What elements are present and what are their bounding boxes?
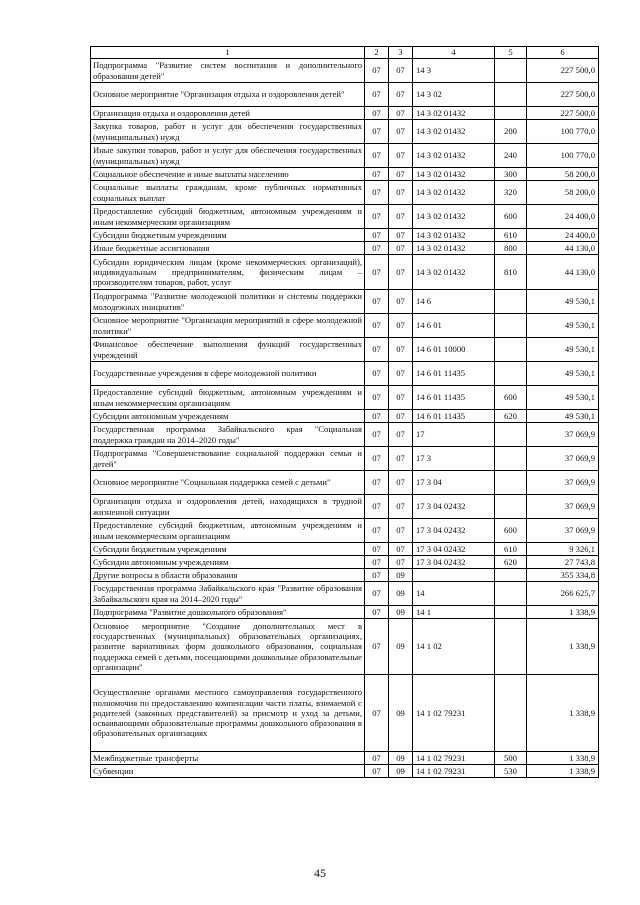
- row-amount: 44 130,0: [527, 255, 599, 290]
- row-amount: 24 400,0: [527, 229, 599, 242]
- row-subsection: 09: [389, 675, 413, 752]
- table-row: [91, 205, 599, 229]
- row-name: Социальное обеспечение и иные выплаты населению: [91, 168, 365, 181]
- row-amount: 24 400,0: [527, 205, 599, 229]
- row-subsection: 07: [389, 144, 413, 168]
- row-expense-type: [495, 606, 527, 619]
- row-target-code: 14 3 02 01432: [413, 229, 495, 242]
- row-section: 07: [365, 83, 389, 107]
- row-name: Закупка товаров, работ и услуг для обеспечения государственных (муниципальных) нужд: [91, 120, 365, 144]
- row-expense-type: 600: [495, 386, 527, 410]
- table-row: [91, 471, 599, 495]
- row-section: 07: [365, 569, 389, 582]
- header-col-5: 5: [495, 47, 527, 59]
- row-target-code: 14 6 01 11435: [413, 410, 495, 423]
- row-section: 07: [365, 619, 389, 675]
- row-subsection: 07: [389, 181, 413, 205]
- row-expense-type: [495, 290, 527, 314]
- row-expense-type: [495, 582, 527, 606]
- row-name: Субсидии юридическим лицам (кроме некоммерческих организаций), индивидуальным предпринимателям, физическим лицам – производителям товаров, работ, услуг: [91, 255, 365, 290]
- row-amount: 37 069,9: [527, 519, 599, 543]
- row-name: Другие вопросы в области образования: [91, 569, 365, 582]
- row-name: Подпрограмма "Совершенствование социальной поддержки семьи и детей": [91, 447, 365, 471]
- row-expense-type: 810: [495, 255, 527, 290]
- row-name: Основное мероприятие "Социальная поддержка семей с детьми": [91, 471, 365, 495]
- row-target-code: 14 3 02 01432: [413, 120, 495, 144]
- row-name: Организация отдыха и оздоровления детей: [91, 107, 365, 120]
- row-expense-type: [495, 423, 527, 447]
- row-amount: 227 500,0: [527, 59, 599, 83]
- row-amount: 44 130,0: [527, 242, 599, 255]
- row-section: 07: [365, 765, 389, 778]
- row-subsection: 09: [389, 752, 413, 765]
- row-target-code: 14 3 02 01432: [413, 144, 495, 168]
- row-expense-type: 610: [495, 229, 527, 242]
- table-row: [91, 338, 599, 362]
- row-name: Предоставление субсидий бюджетным, автономным учреждениям и иным некоммерческим организациям: [91, 205, 365, 229]
- row-name: Осуществление органами местного самоуправления государственного полномочия по предоставлению компенсации части платы, взимаемой с родителей (законных представителей) за присмотр и уход за детьми, осваивающими образовательные программы дошкольного образования в образовательных организациях: [91, 675, 365, 752]
- row-expense-type: 620: [495, 410, 527, 423]
- row-section: 07: [365, 752, 389, 765]
- row-subsection: 07: [389, 423, 413, 447]
- row-name: Финансовое обеспечение выполнения функций государственных учреждений: [91, 338, 365, 362]
- row-expense-type: 600: [495, 205, 527, 229]
- row-amount: 49 530,1: [527, 290, 599, 314]
- row-target-code: 17: [413, 423, 495, 447]
- row-section: 07: [365, 242, 389, 255]
- row-subsection: 09: [389, 765, 413, 778]
- row-expense-type: [495, 338, 527, 362]
- row-name: Субсидии бюджетным учреждениям: [91, 229, 365, 242]
- row-target-code: 14 3 02 01432: [413, 181, 495, 205]
- row-expense-type: [495, 447, 527, 471]
- row-subsection: 07: [389, 338, 413, 362]
- row-expense-type: [495, 569, 527, 582]
- table-row: [91, 107, 599, 120]
- row-amount: 27 743,8: [527, 556, 599, 569]
- row-target-code: 14 6: [413, 290, 495, 314]
- row-section: 07: [365, 205, 389, 229]
- row-name: Субсидии автономным учреждениям: [91, 556, 365, 569]
- row-target-code: 14 6 01 11435: [413, 386, 495, 410]
- row-section: 07: [365, 410, 389, 423]
- row-target-code: 14 3 02 01432: [413, 168, 495, 181]
- row-target-code: 17 3 04 02432: [413, 519, 495, 543]
- table-row: [91, 447, 599, 471]
- table-row: [91, 519, 599, 543]
- row-subsection: 07: [389, 471, 413, 495]
- row-target-code: 17 3 04 02432: [413, 556, 495, 569]
- row-subsection: 07: [389, 519, 413, 543]
- row-expense-type: [495, 675, 527, 752]
- row-subsection: 07: [389, 410, 413, 423]
- row-name: Государственная программа Забайкальского края "Развитие образования Забайкальского края на 2014–2020 годы": [91, 582, 365, 606]
- table-row: [91, 619, 599, 675]
- row-subsection: 07: [389, 120, 413, 144]
- table-row: [91, 242, 599, 255]
- row-name: Подпрограмма "Развитие молодежной политики и системы поддержки молодежных инициатив": [91, 290, 365, 314]
- row-section: 07: [365, 290, 389, 314]
- row-name: Подпрограмма "Развитие систем воспитания и дополнительного образования детей": [91, 59, 365, 83]
- row-expense-type: 800: [495, 242, 527, 255]
- row-name: Основное мероприятие "Организация мероприятий в сфере молодежной политики": [91, 314, 365, 338]
- table-row: [91, 255, 599, 290]
- row-amount: 227 500,0: [527, 83, 599, 107]
- table-row: [91, 386, 599, 410]
- row-amount: 37 069,9: [527, 447, 599, 471]
- row-amount: 266 625,7: [527, 582, 599, 606]
- row-name: Межбюджетные трансферты: [91, 752, 365, 765]
- row-subsection: 07: [389, 556, 413, 569]
- row-subsection: 07: [389, 495, 413, 519]
- table-row: [91, 410, 599, 423]
- row-name: Предоставление субсидий бюджетным, автономным учреждениям и иным некоммерческим организациям: [91, 519, 365, 543]
- row-amount: 100 770,0: [527, 144, 599, 168]
- row-expense-type: 300: [495, 168, 527, 181]
- row-target-code: 17 3 04: [413, 471, 495, 495]
- row-target-code: [413, 569, 495, 582]
- row-subsection: 09: [389, 606, 413, 619]
- row-subsection: 07: [389, 205, 413, 229]
- table-row: [91, 168, 599, 181]
- row-expense-type: 530: [495, 765, 527, 778]
- row-name: Субвенции: [91, 765, 365, 778]
- row-target-code: 14 1 02 79231: [413, 765, 495, 778]
- row-name: Государственная программа Забайкальского края "Социальная поддержка граждан на 2014–2020 годы": [91, 423, 365, 447]
- row-section: 07: [365, 675, 389, 752]
- row-expense-type: [495, 83, 527, 107]
- row-section: 07: [365, 362, 389, 386]
- row-target-code: 14 6 01 10000: [413, 338, 495, 362]
- table-row: [91, 582, 599, 606]
- row-amount: 100 770,0: [527, 120, 599, 144]
- table-row: [91, 144, 599, 168]
- row-subsection: 07: [389, 314, 413, 338]
- row-subsection: 07: [389, 255, 413, 290]
- row-amount: 37 069,9: [527, 471, 599, 495]
- row-section: 07: [365, 168, 389, 181]
- row-target-code: 14 3 02 01432: [413, 205, 495, 229]
- row-target-code: 14 3: [413, 59, 495, 83]
- row-subsection: 07: [389, 59, 413, 83]
- budget-table: [90, 46, 599, 778]
- row-name: Предоставление субсидий бюджетным, автономным учреждениям и иным некоммерческим организациям: [91, 386, 365, 410]
- row-amount: 49 530,1: [527, 386, 599, 410]
- row-expense-type: 620: [495, 556, 527, 569]
- row-subsection: 07: [389, 447, 413, 471]
- table-row: [91, 423, 599, 447]
- header-col-6: 6: [527, 47, 599, 59]
- row-expense-type: [495, 362, 527, 386]
- row-name: Основное мероприятие "Организация отдыха и оздоровления детей": [91, 83, 365, 107]
- row-amount: 227 500,0: [527, 107, 599, 120]
- row-target-code: 14 3 02 01432: [413, 242, 495, 255]
- row-amount: 37 069,9: [527, 423, 599, 447]
- row-name: Организация отдыха и оздоровления детей, находящихся в трудной жизненной ситуации: [91, 495, 365, 519]
- row-section: 07: [365, 495, 389, 519]
- row-name: Иные бюджетные ассигнования: [91, 242, 365, 255]
- row-expense-type: 240: [495, 144, 527, 168]
- row-target-code: 17 3 04 02432: [413, 543, 495, 556]
- table-row: [91, 290, 599, 314]
- header-col-4: 4: [413, 47, 495, 59]
- header-col-2: 2: [365, 47, 389, 59]
- row-name: Социальные выплаты гражданам, кроме публичных нормативных социальных выплат: [91, 181, 365, 205]
- row-section: 07: [365, 107, 389, 120]
- row-name: Иные закупки товаров, работ и услуг для обеспечения государственных (муниципальных) нужд: [91, 144, 365, 168]
- row-subsection: 07: [389, 386, 413, 410]
- row-section: 07: [365, 606, 389, 619]
- row-section: 07: [365, 120, 389, 144]
- row-subsection: 07: [389, 543, 413, 556]
- row-section: 07: [365, 229, 389, 242]
- row-subsection: 07: [389, 242, 413, 255]
- row-target-code: 14 3 02 01432: [413, 255, 495, 290]
- row-subsection: 07: [389, 168, 413, 181]
- row-name: Основное мероприятие "Создание дополнительных мест в государственных (муниципальных) образовательных организациях, развитие вариативных форм дошкольного образования, социальная поддержка семей с детьми, посещающими дошкольные образовательные организации": [91, 619, 365, 675]
- table-row: [91, 59, 599, 83]
- row-amount: 49 530,1: [527, 338, 599, 362]
- row-section: 07: [365, 144, 389, 168]
- row-target-code: 14 3 02 01432: [413, 107, 495, 120]
- row-target-code: 14 1 02 79231: [413, 752, 495, 765]
- table-row: [91, 752, 599, 765]
- row-subsection: 09: [389, 569, 413, 582]
- table-body: [91, 47, 599, 778]
- row-expense-type: 200: [495, 120, 527, 144]
- row-subsection: 09: [389, 582, 413, 606]
- row-target-code: 17 3 04 02432: [413, 495, 495, 519]
- header-col-3: 3: [389, 47, 413, 59]
- row-target-code: 14 1: [413, 606, 495, 619]
- row-section: 07: [365, 543, 389, 556]
- row-section: 07: [365, 338, 389, 362]
- row-section: 07: [365, 423, 389, 447]
- row-amount: 9 326,1: [527, 543, 599, 556]
- table-row: [91, 606, 599, 619]
- row-amount: 49 530,1: [527, 314, 599, 338]
- row-target-code: 14 1 02 79231: [413, 675, 495, 752]
- table-row: [91, 543, 599, 556]
- row-amount: 58 200,0: [527, 168, 599, 181]
- row-expense-type: 600: [495, 519, 527, 543]
- row-expense-type: 500: [495, 752, 527, 765]
- row-amount: 355 334,8: [527, 569, 599, 582]
- row-amount: 49 530,1: [527, 410, 599, 423]
- row-target-code: 14 6 01 11435: [413, 362, 495, 386]
- row-amount: 37 069,9: [527, 495, 599, 519]
- row-amount: 58 200,0: [527, 181, 599, 205]
- row-expense-type: [495, 495, 527, 519]
- row-expense-type: [495, 619, 527, 675]
- row-expense-type: [495, 59, 527, 83]
- row-subsection: 07: [389, 229, 413, 242]
- table-row: [91, 181, 599, 205]
- row-amount: 1 338,9: [527, 675, 599, 752]
- row-name: Подпрограмма "Развитие дошкольного образования": [91, 606, 365, 619]
- table-row: [91, 569, 599, 582]
- row-section: 07: [365, 471, 389, 495]
- table-row: [91, 314, 599, 338]
- row-section: 07: [365, 314, 389, 338]
- row-target-code: 14 3 02: [413, 83, 495, 107]
- row-expense-type: [495, 314, 527, 338]
- row-section: 07: [365, 582, 389, 606]
- row-section: 07: [365, 181, 389, 205]
- row-subsection: 07: [389, 83, 413, 107]
- row-target-code: 14: [413, 582, 495, 606]
- row-amount: 1 338,9: [527, 606, 599, 619]
- row-section: 07: [365, 556, 389, 569]
- row-subsection: 07: [389, 107, 413, 120]
- table-row: [91, 495, 599, 519]
- row-name: Субсидии бюджетным учреждениям: [91, 543, 365, 556]
- row-expense-type: [495, 471, 527, 495]
- row-subsection: 09: [389, 619, 413, 675]
- table-row: [91, 83, 599, 107]
- row-section: 07: [365, 519, 389, 543]
- header-col-1: 1: [91, 47, 365, 59]
- row-amount: 1 338,9: [527, 765, 599, 778]
- row-subsection: 07: [389, 362, 413, 386]
- row-section: 07: [365, 386, 389, 410]
- row-name: Субсидии автономным учреждениям: [91, 410, 365, 423]
- row-section: 07: [365, 447, 389, 471]
- table-row: [91, 765, 599, 778]
- table-row: [91, 556, 599, 569]
- row-target-code: 14 1 02: [413, 619, 495, 675]
- table-row: [91, 362, 599, 386]
- row-name: Государственные учреждения в сфере молодежной политики: [91, 362, 365, 386]
- row-section: 07: [365, 59, 389, 83]
- row-amount: 1 338,9: [527, 752, 599, 765]
- page-number: 45: [314, 866, 326, 880]
- row-section: 07: [365, 255, 389, 290]
- row-expense-type: [495, 107, 527, 120]
- row-subsection: 07: [389, 290, 413, 314]
- table-row: [91, 229, 599, 242]
- row-expense-type: 320: [495, 181, 527, 205]
- row-amount: 1 338,9: [527, 619, 599, 675]
- row-target-code: 17 3: [413, 447, 495, 471]
- table-row: [91, 675, 599, 752]
- row-target-code: 14 6 01: [413, 314, 495, 338]
- table-header-row: [91, 47, 599, 59]
- row-expense-type: 610: [495, 543, 527, 556]
- table-row: [91, 120, 599, 144]
- row-amount: 49 530,1: [527, 362, 599, 386]
